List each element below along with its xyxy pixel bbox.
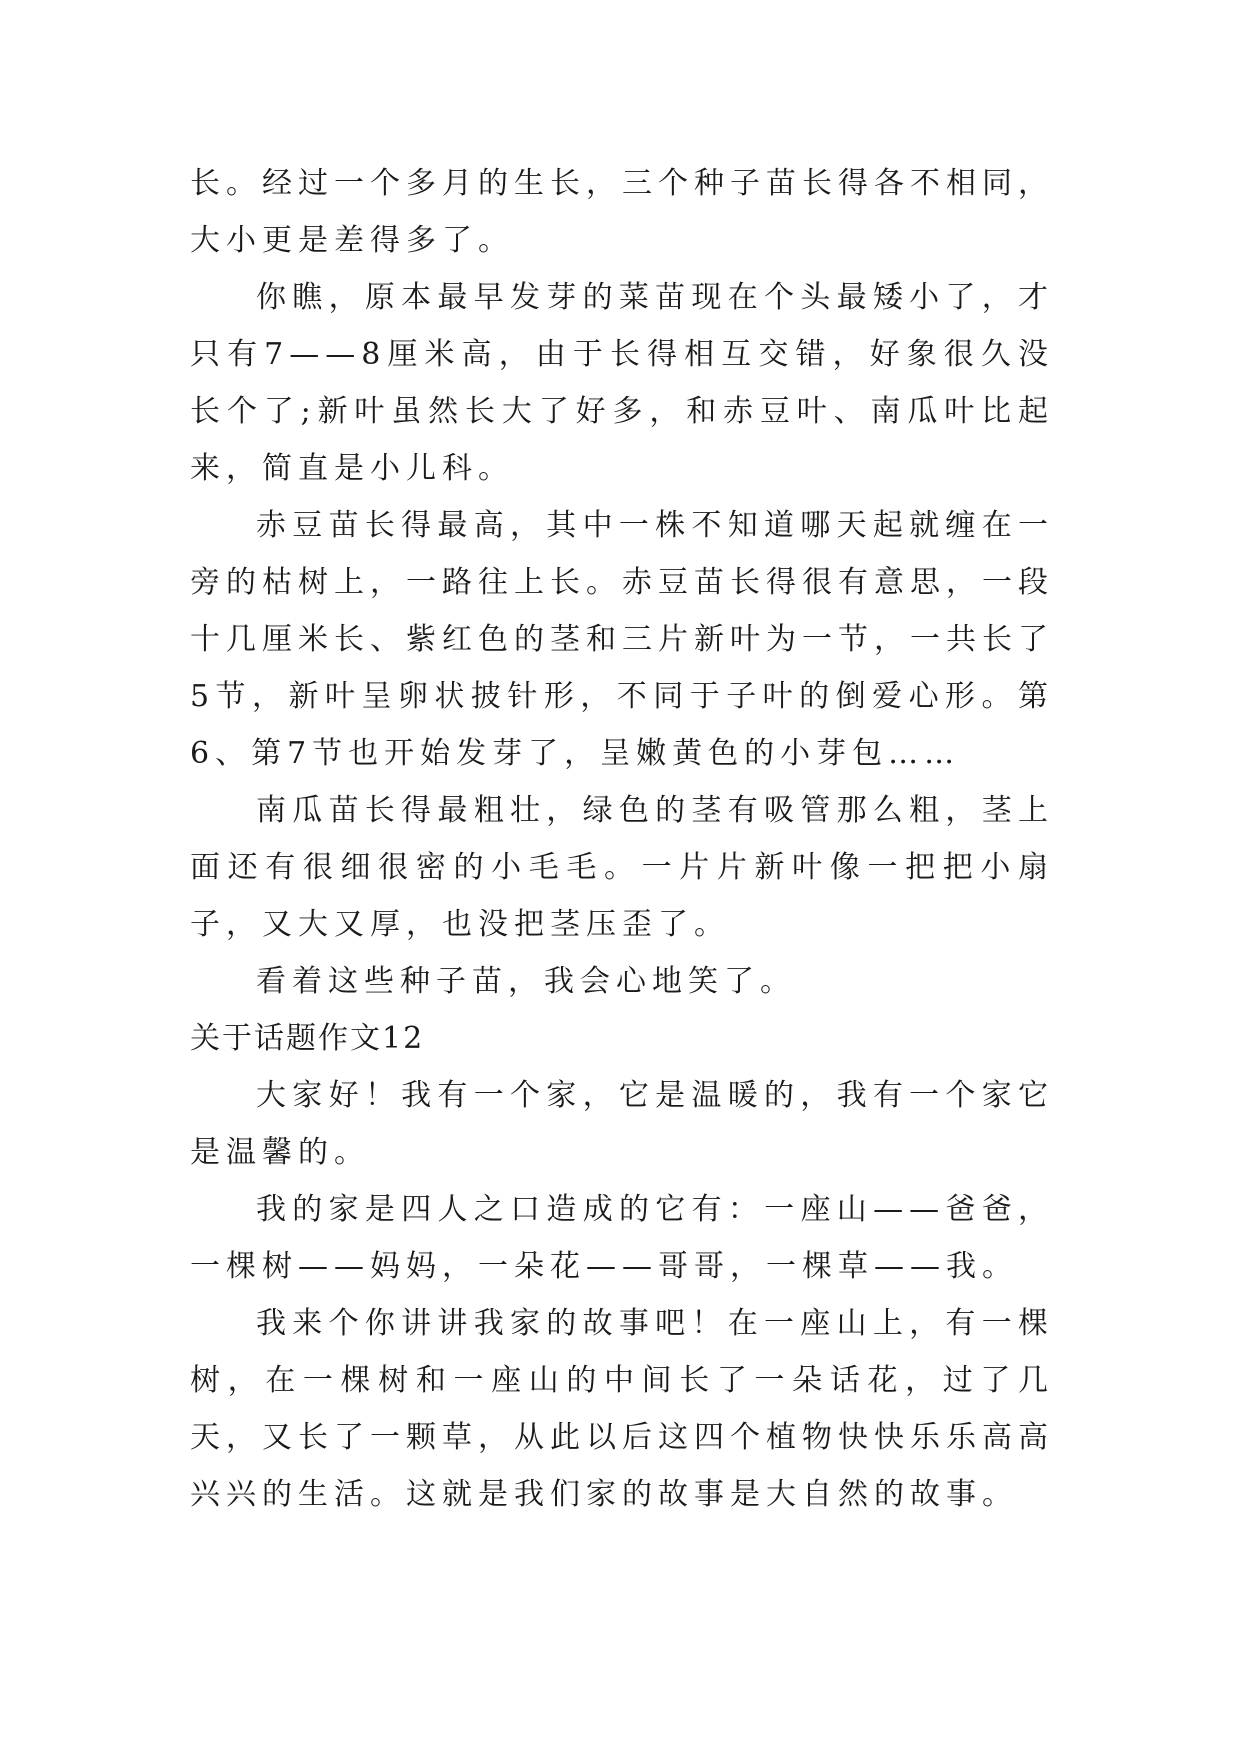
paragraph: 赤豆苗长得最高，其中一株不知道哪天起就缠在一旁的枯树上，一路往上长。赤豆苗长得很有意思，一段十几厘米长、紫红色的茎和三片新叶为一节，一共长了5节，新叶呈卵状披针形，不同于子叶的倒爱心形。第6、第7节也开始发芽了，呈嫩黄色的小芽包…… xyxy=(190,508,1054,771)
paragraph: 我来个你讲讲我家的故事吧！在一座山上，有一棵树，在一棵树和一座山的中间长了一朵话花，过了几天，又长了一颗草，从此以后这四个植物快快乐乐高高兴兴的生活。这就是我们家的故事是大自然的故事。 xyxy=(190,1306,1054,1512)
section-heading: 关于话题作文12 xyxy=(190,1021,425,1056)
paragraph: 大家好！我有一个家，它是温暖的，我有一个家它是温馨的。 xyxy=(190,1078,1054,1170)
document-page xyxy=(190,155,1054,1523)
paragraph: 看着这些种子苗，我会心地笑了。 xyxy=(256,964,796,999)
paragraph: 南瓜苗长得最粗壮，绿色的茎有吸管那么粗，茎上面还有很细很密的小毛毛。一片片新叶像一把把小扇子，又大又厚，也没把茎压歪了。 xyxy=(190,793,1054,942)
paragraph: 你瞧，原本最早发芽的菜苗现在个头最矮小了，才只有7——8厘米高，由于长得相互交错，好象很久没长个了;新叶虽然长大了好多，和赤豆叶、南瓜叶比起来，简直是小儿科。 xyxy=(190,280,1054,486)
paragraph: 长。经过一个多月的生长，三个种子苗长得各不相同，大小更是差得多了。 xyxy=(190,166,1054,258)
paragraph: 我的家是四人之口造成的它有：一座山——爸爸，一棵树——妈妈，一朵花——哥哥，一棵草——我。 xyxy=(190,1192,1054,1284)
